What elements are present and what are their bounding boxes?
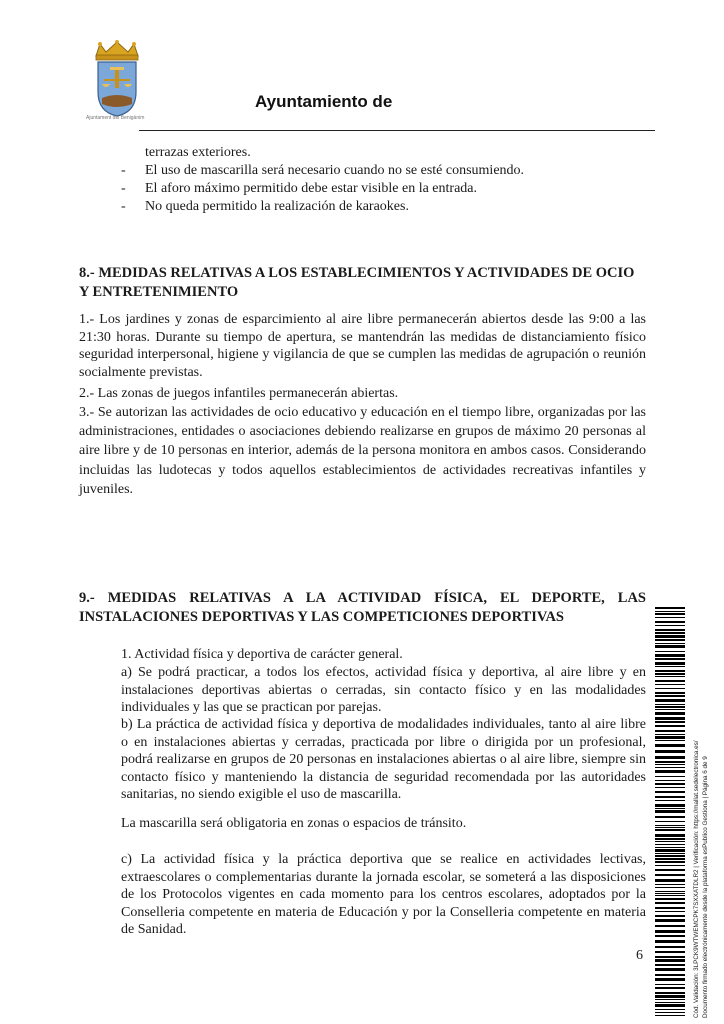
barcode-bar — [655, 825, 685, 826]
barcode-bar — [655, 611, 685, 612]
barcode-bar — [655, 847, 685, 848]
barcode-bar — [655, 959, 685, 962]
barcode-bar — [655, 712, 685, 715]
section-8-paragraph-2: 2.- Las zonas de juegos infantiles permanecerán abiertas. — [79, 386, 399, 401]
barcode-bar — [655, 796, 685, 798]
barcode-bar — [655, 721, 685, 723]
barcode-bar — [655, 911, 685, 912]
barcode-bar — [655, 946, 685, 948]
barcode-bar — [655, 915, 685, 917]
barcode-bar — [655, 951, 685, 953]
barcode-bar — [655, 658, 685, 660]
barcode-bar — [655, 844, 685, 845]
barcode-bar — [655, 645, 685, 648]
barcode-bar — [655, 676, 685, 677]
barcode-bar — [655, 791, 685, 793]
list-item-text: El aforo máximo permitido debe estar visible en la entrada. — [145, 181, 477, 196]
barcode-bar — [655, 654, 685, 657]
barcode-bar — [655, 891, 685, 892]
barcode-bar — [655, 974, 685, 976]
section-9-subheading: 1. Actividad física y deportiva de carácter general. — [121, 647, 403, 662]
barcode-bar — [655, 770, 685, 773]
barcode-bar — [655, 717, 685, 720]
barcode-bar — [655, 838, 685, 840]
barcode-bar — [655, 1012, 685, 1013]
section-8-heading-line2: Y ENTRETENIMIENTO — [79, 284, 239, 300]
barcode-bar — [655, 821, 685, 822]
barcode-bar — [655, 625, 685, 626]
barcode-bar — [655, 632, 685, 634]
barcode-bar — [655, 992, 685, 994]
barcode-bar — [655, 688, 685, 689]
barcode-bar — [655, 1004, 685, 1007]
barcode-bar — [655, 629, 685, 631]
barcode-bar — [655, 736, 685, 739]
list-continuation: terrazas exteriores. — [145, 145, 251, 160]
signature-platform-text: Documento firmado electrónicamente desde la plataforma esPublico Gestiona | Página 6 de 9 — [702, 756, 709, 1018]
barcode-bar — [655, 635, 685, 638]
barcode-bar — [655, 849, 685, 852]
validation-code-text: Cód. Validación: 3LPCK9WTWEMCPK7SXXATDLR2 | Verificación: https://mallat.sedelectronica.es/ — [693, 740, 700, 1018]
section-8-heading-line1: 8.- MEDIDAS RELATIVAS A LOS ESTABLECIMIENTOS Y ACTIVIDADES DE OCIO — [79, 265, 635, 281]
barcode-bar — [655, 780, 685, 781]
barcode-bar — [655, 956, 685, 958]
barcode-bar — [655, 692, 685, 694]
barcode-bar — [655, 666, 685, 667]
barcode-bar — [655, 1015, 685, 1016]
barcode-bar — [655, 834, 685, 837]
barcode-bar — [655, 783, 685, 785]
barcode-bar — [655, 861, 685, 863]
barcode-bar — [655, 776, 685, 777]
barcode-bar — [655, 804, 685, 807]
page-number: 6 — [636, 948, 643, 963]
logo-caption: Ajuntament del Benigànim — [86, 115, 145, 121]
section-9-paragraph-c: c) La actividad física y la práctica deportiva que se realice en actividades lectivas, extraescolares o complementarias durante la jornada escolar, se someterá a las disposiciones de los Protocolos vigentes en cada momento para los centros escolares, adoptados por la Conselleria competente en materia de Educación y por la Conselleria competente en materia de Sanidad. — [121, 852, 646, 937]
barcode-bar — [655, 855, 685, 857]
barcode-bar — [655, 829, 685, 831]
barcode-bar — [655, 684, 685, 685]
barcode-bar — [655, 787, 685, 788]
barcode-bar — [655, 709, 685, 710]
barcode-bar — [655, 734, 685, 735]
section-9-paragraph-a: a) Se podrá practicar, a todos los efectos, actividad física y deportiva, al aire libre y en instalaciones deportivas abiertas o cerradas, sin contacto físico y en las modalidades individuales y las que se practican por parejas. — [121, 665, 646, 715]
barcode-bar — [655, 613, 685, 615]
barcode-bar — [655, 670, 685, 672]
barcode-bar — [655, 764, 685, 765]
section-8-paragraph-3: 3.- Se autorizan las actividades de ocio educativo y educación en el tiempo libre, organizadas por las administraciones, entidades o asociaciones debiendo realizarse en grupos de máximo 20 personas al aire libre y de 10 personas en interior, además de la persona monitora en ambos casos. Considerando incluidas las ludotecas y todos aquellos establecimientos de actividades recreativas infantiles y juveniles. — [79, 405, 646, 497]
barcode-bar — [655, 968, 685, 971]
barcode-bar — [655, 704, 685, 705]
barcode-bar — [655, 699, 685, 702]
barcode-bar — [655, 744, 685, 747]
barcode-bar — [655, 706, 685, 708]
barcode-bar — [655, 767, 685, 768]
barcode-bar — [655, 925, 685, 927]
barcode-bar — [655, 869, 685, 871]
barcode-bar — [655, 898, 685, 900]
barcode-bar — [655, 617, 685, 618]
barcode-bar — [655, 874, 685, 876]
barcode-bar — [655, 895, 685, 896]
barcode-bar — [655, 639, 685, 641]
barcode-bar — [655, 816, 685, 818]
section-9-heading: 9.- MEDIDAS RELATIVAS A LA ACTIVIDAD FÍSICA, EL DEPORTE, LAS INSTALACIONES DEPORTIVAS Y LAS COMPETICIONES DEPORTIVAS — [79, 590, 646, 625]
barcode-bar — [655, 740, 685, 741]
barcode-bar — [655, 984, 685, 985]
barcode-bar — [655, 808, 685, 809]
barcode-bar — [655, 940, 685, 943]
barcode-bar — [655, 978, 685, 981]
barcode-bar — [655, 987, 685, 989]
section-9-mask-note: La mascarilla será obligatoria en zonas o espacios de tránsito. — [121, 816, 467, 831]
barcode-bar — [655, 1002, 685, 1003]
barcode-bar — [655, 607, 685, 609]
barcode-bar — [655, 930, 685, 933]
barcode-bar — [655, 907, 685, 909]
section-9-paragraph-b: b) La práctica de actividad física y deportiva de modalidades individuales, tanto al aire libre o en instalaciones abiertas y cerradas, practicada por libre o dirigida por un profesional, podrá realizarse en grupos de 20 personas en instalaciones abiertas o al aire libre, siempre sin contacto físico y manteniendo la distancia de seguridad recomendada por las autoridades sanitarias, no siendo exigible el uso de mascarilla. — [121, 717, 646, 802]
barcode-bar — [655, 893, 685, 894]
barcode-bar — [655, 995, 685, 998]
barcode-bar — [655, 841, 685, 842]
barcode-bar — [655, 902, 685, 904]
validation-barcode — [655, 607, 685, 1017]
barcode-bar — [655, 680, 685, 682]
barcode-bar — [655, 730, 685, 732]
section-8-paragraph-1: 1.- Los jardines y zonas de esparcimiento al aire libre permanecerán abiertos desde las 9:00 a las 21:30 horas. Durante su tiempo de apertura, se mantendrán las medidas de distanciamiento físico seguridad interpersonal, higiene y vigilancia de que se cumplen las medidas de agrupación o reunión socialmente previstas. — [79, 312, 646, 380]
barcode-bar — [655, 865, 685, 866]
barcode-bar — [655, 643, 685, 644]
municipal-coat-of-arms-logo — [88, 40, 146, 120]
barcode-bar — [655, 756, 685, 759]
barcode-bar — [655, 725, 685, 727]
list-item-text: El uso de mascarilla será necesario cuando no se esté consumiendo. — [145, 163, 525, 178]
header-title: Ayuntamiento de — [255, 92, 393, 111]
barcode-bar — [655, 651, 685, 652]
barcode-bar — [655, 964, 685, 966]
barcode-bar — [655, 750, 685, 753]
barcode-bar — [655, 935, 685, 937]
list-item-text: No queda permitido la realización de karaokes. — [145, 199, 409, 214]
barcode-bar — [655, 999, 685, 1000]
barcode-bar — [655, 810, 685, 813]
barcode-bar — [655, 884, 685, 885]
barcode-bar — [655, 853, 685, 854]
barcode-bar — [655, 621, 685, 623]
barcode-bar — [655, 887, 685, 888]
barcode-bar — [655, 858, 685, 860]
barcode-bar — [655, 695, 685, 697]
barcode-bar — [655, 827, 685, 828]
barcode-bar — [655, 800, 685, 801]
barcode-bar — [655, 761, 685, 763]
barcode-bar — [655, 662, 685, 665]
barcode-bar — [655, 1009, 685, 1010]
header-divider — [139, 130, 655, 131]
barcode-bar — [655, 879, 685, 882]
barcode-bar — [655, 673, 685, 675]
barcode-bar — [655, 919, 685, 922]
